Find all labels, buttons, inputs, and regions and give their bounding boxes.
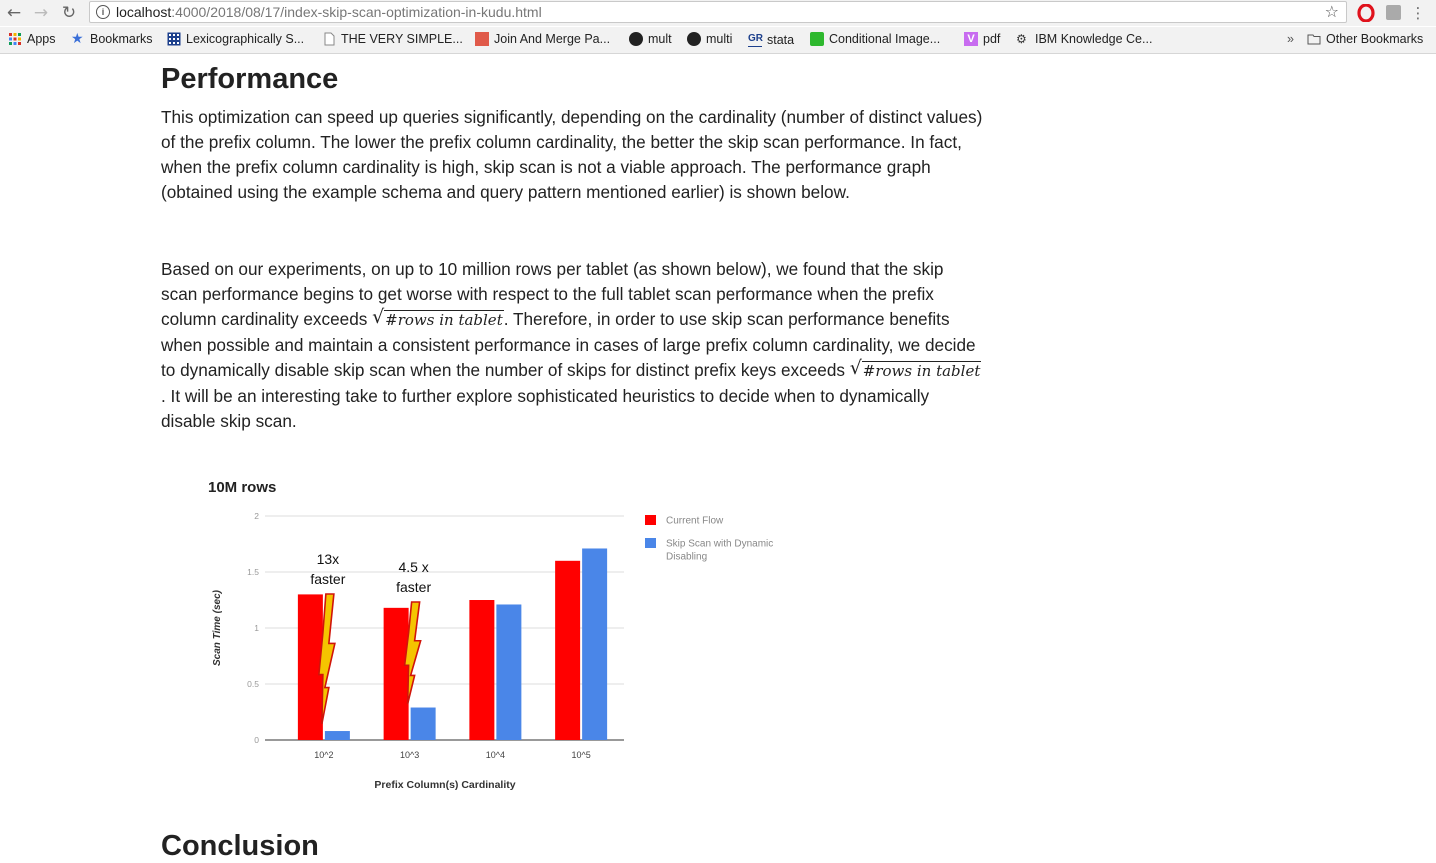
- bookmark-multi[interactable]: [687, 32, 732, 46]
- x-axis-label: Prefix Column(s) Cardinality: [374, 779, 516, 791]
- bookmark-label: Other Bookmarks: [1326, 32, 1424, 46]
- reload-icon[interactable]: ↻: [61, 3, 77, 23]
- bookmark-pdf[interactable]: [964, 32, 1000, 46]
- legend-label: Disabling: [666, 551, 708, 563]
- y-tick-label: 2: [254, 511, 259, 521]
- bookmark-star-icon[interactable]: ☆: [1324, 2, 1339, 21]
- v-icon: V: [964, 32, 978, 46]
- bookmark-label: mult: [648, 32, 672, 46]
- y-tick-label: 0: [254, 735, 259, 745]
- formula-text: #rows in tablet: [862, 362, 981, 380]
- bookmark-label: Lexicographically S...: [186, 32, 305, 46]
- bar-skip-scan: [411, 708, 436, 740]
- browser-toolbar: [0, 0, 1436, 26]
- annotation-text: faster: [396, 579, 432, 595]
- url-text[interactable]: [116, 4, 542, 20]
- bar-current-flow: [469, 600, 494, 740]
- extension-icon[interactable]: [1386, 5, 1401, 20]
- bookmark-label: Apps: [27, 32, 56, 46]
- red-square-icon: [475, 32, 489, 46]
- bookmark-other-bookmarks[interactable]: [1307, 32, 1423, 46]
- x-tick-label: 10^3: [400, 750, 420, 760]
- paragraph-2-text-b: . Therefore, in order to use skip scan performance benefits when possible and maintain a consistent performance in cases of large prefix column cardinality, we decide to dynamically disable skip scan when the number of skips for distinct prefix keys exceeds: [161, 309, 976, 380]
- network-icon: ⚙: [1016, 32, 1027, 46]
- menu-icon[interactable]: ⋮: [1410, 4, 1426, 22]
- forward-icon[interactable]: →: [33, 3, 49, 23]
- github-icon: [687, 32, 701, 46]
- y-tick-label: 1: [254, 623, 259, 633]
- x-tick-label: 10^4: [485, 750, 505, 760]
- annotation-text: 4.5 x: [398, 559, 429, 575]
- bookmark-lexicographically[interactable]: [167, 32, 304, 46]
- bar-current-flow: [384, 608, 409, 740]
- bookmark-apps[interactable]: [8, 32, 56, 46]
- legend-label: Skip Scan with Dynamic: [666, 538, 774, 550]
- bookmark-label: pdf: [983, 32, 1001, 46]
- bookmark-label: multi: [706, 32, 733, 46]
- bar-skip-scan: [582, 548, 607, 740]
- folder-icon: [1307, 32, 1321, 46]
- bookmarks-overflow[interactable]: »: [1287, 32, 1294, 46]
- github-icon: [629, 32, 643, 46]
- bookmark-label: Bookmarks: [90, 32, 153, 46]
- bar-skip-scan: [496, 604, 521, 740]
- performance-chart: [201, 472, 801, 802]
- bookmark-very-simple[interactable]: [322, 32, 463, 46]
- info-icon[interactable]: i: [96, 5, 110, 19]
- bookmark-ibm[interactable]: [1016, 32, 1152, 46]
- bookmark-conditional-image[interactable]: [810, 32, 940, 46]
- paragraph-2-text-a: Based on our experiments, on up to 10 million rows per tablet (as shown below), we found that the skip scan performance begins to get worse with respect to the full tablet scan performance when the prefix column cardinality exceeds: [161, 259, 944, 329]
- paragraph-1-text: This optimization can speed up queries significantly, depending on the cardinality (number of distinct values) of the prefix column. The lower the prefix column cardinality, the better the skip scan performance. In fact, when the prefix column cardinality is high, skip scan is not a viable approach. The performance graph (obtained using the example schema and query pattern mentioned earlier) is shown below.: [161, 107, 983, 202]
- x-tick-label: 10^5: [571, 750, 591, 760]
- legend-swatch: [645, 538, 656, 548]
- bookmark-label: stata: [767, 32, 795, 47]
- sqrt-formula: √ #rows in tablet: [849, 357, 981, 380]
- annotation-text: 13x: [316, 551, 340, 567]
- chart-title: 10M rows: [208, 479, 277, 496]
- smiley-icon: [810, 32, 824, 46]
- annotation-text: faster: [310, 571, 346, 587]
- grid-icon: [167, 32, 181, 46]
- sqrt-formula: √ #rows in tablet: [372, 306, 503, 329]
- x-tick-label: 10^2: [314, 750, 334, 760]
- paragraph-2: [161, 257, 983, 434]
- legend-swatch: [645, 515, 656, 525]
- bar-current-flow: [555, 561, 580, 740]
- conclusion-heading: Conclusion: [161, 830, 319, 862]
- url-host: localhost: [116, 4, 172, 20]
- bookmarks-bar: [0, 27, 1436, 54]
- bookmark-label: THE VERY SIMPLE...: [341, 32, 463, 46]
- y-tick-label: 0.5: [247, 679, 259, 689]
- opera-icon[interactable]: [1357, 4, 1375, 22]
- star-icon: ★: [71, 31, 84, 47]
- url-path: :4000/2018/08/17/index-skip-scan-optimization-in-kudu.html: [171, 4, 542, 20]
- y-axis-label: Scan Time (sec): [212, 590, 223, 666]
- gr-icon: GR: [748, 32, 762, 47]
- legend-label: Current Flow: [666, 515, 724, 527]
- address-bar[interactable]: [89, 1, 1347, 23]
- apps-grid-icon: [8, 32, 22, 46]
- page-icon: [322, 32, 336, 46]
- bookmark-join-merge[interactable]: [475, 32, 610, 46]
- bookmark-label: IBM Knowledge Ce...: [1035, 32, 1153, 46]
- paragraph-1: [161, 105, 991, 205]
- back-icon[interactable]: ←: [6, 3, 22, 23]
- formula-text: #rows in tablet: [385, 311, 503, 329]
- bookmark-bookmarks[interactable]: [71, 32, 153, 46]
- paragraph-2-text-c: . It will be an interesting take to further explore sophisticated heuristics to decide when to dynamically disable skip scan.: [161, 386, 930, 431]
- section-heading: Performance: [161, 63, 339, 95]
- y-tick-label: 1.5: [247, 567, 259, 577]
- bookmark-mult[interactable]: [629, 32, 672, 46]
- bookmark-label: Join And Merge Pa...: [494, 32, 611, 46]
- bar-skip-scan: [325, 731, 350, 740]
- bookmark-stata[interactable]: [748, 32, 794, 47]
- bookmark-label: Conditional Image...: [829, 32, 941, 46]
